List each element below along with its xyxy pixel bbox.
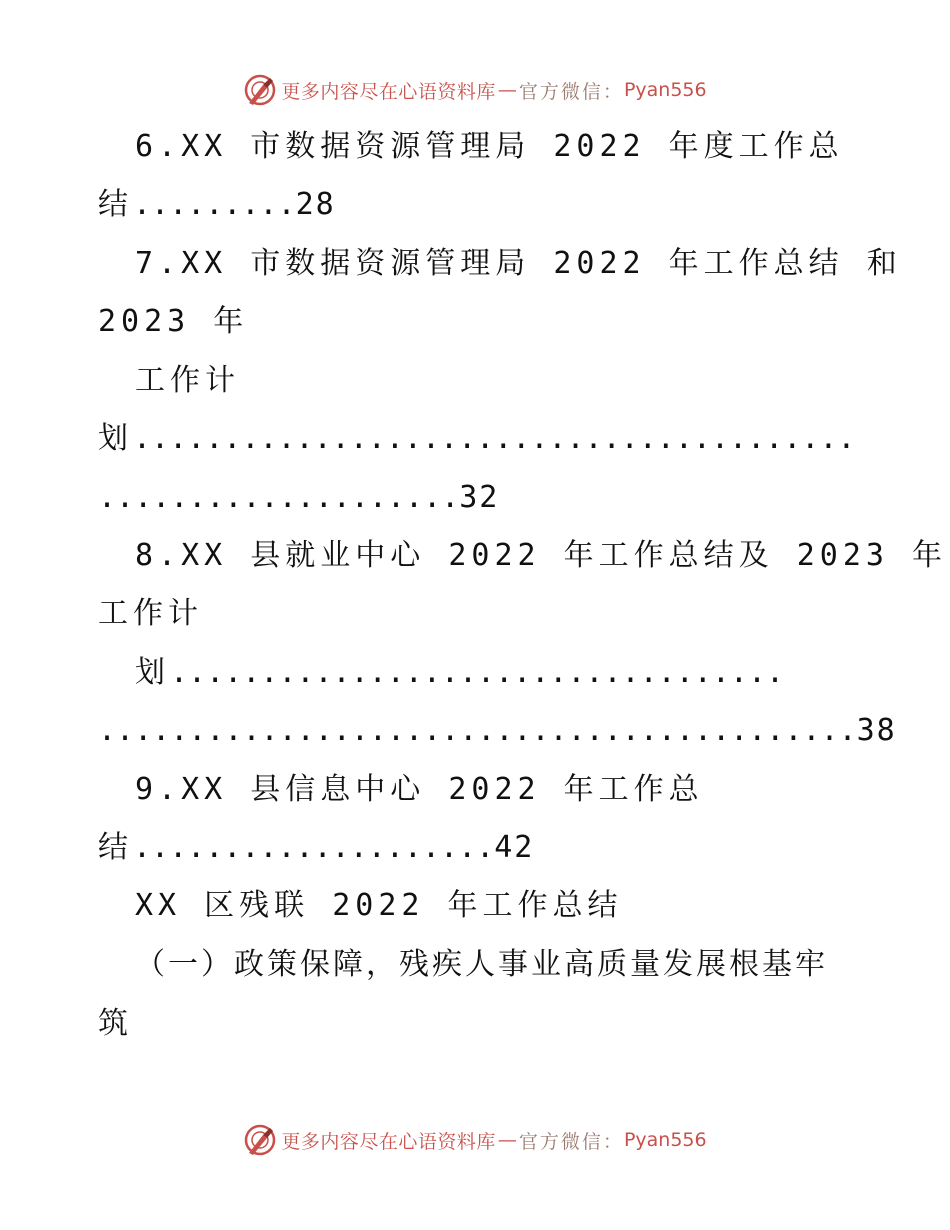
toc-item-8-title: 8.XX 县就业中心 2022 年工作总结及 2023 年 (135, 538, 948, 573)
watermark-wechat-id: Pyan556 (623, 1129, 707, 1151)
toc-item-6-continuation (98, 185, 336, 225)
toc-item-7-page: 32 (459, 480, 500, 515)
toc-item-9-cont-text: 结 (98, 830, 133, 865)
subsection-heading-cont: 筑 (98, 1006, 133, 1041)
toc-item-7-cont-2: 工作计 (135, 363, 240, 398)
watermark-wechat-id: Pyan556 (623, 79, 707, 101)
watermark-brand: 更多内容尽在心语资料库 (281, 80, 496, 103)
toc-item-8-leader-2: .......................................... (98, 713, 857, 748)
watermark-brand: 更多内容尽在心语资料库 (281, 1130, 496, 1153)
toc-item-9-continuation (98, 828, 534, 868)
toc-item-8-cont-2-text: 划 (135, 655, 170, 690)
header-watermark (0, 70, 950, 110)
toc-item-8-cont-1: 工作计 (98, 596, 203, 631)
watermark-label: 官方微信： (518, 1130, 624, 1153)
toc-item-9-page: 42 (494, 830, 535, 865)
watermark-label: 官方微信： (518, 80, 624, 103)
toc-item-7-leader-line (98, 478, 499, 518)
toc-item-7-leader-1: ........................................ (133, 421, 856, 456)
watermark-dash: — (497, 79, 517, 101)
toc-item-8-page: 38 (856, 713, 897, 748)
toc-item-7-cont-3 (98, 419, 855, 459)
subsection-heading: （一）政策保障，残疾人事业高质量发展根基牢 (135, 947, 828, 982)
toc-item-8-leader-line (98, 711, 897, 751)
pen-logo-icon (243, 1123, 277, 1157)
toc-item-7-cont-3-text: 划 (98, 421, 133, 456)
toc-item-8-cont-2 (135, 653, 784, 693)
section-heading: XX 区残联 2022 年工作总结 (135, 888, 623, 923)
toc-item-6-leader: ......... (133, 187, 296, 222)
pen-logo-icon (243, 73, 277, 107)
toc-item-6-page: 28 (295, 187, 336, 222)
footer-watermark (0, 1120, 950, 1160)
toc-item-6-cont-text: 结 (98, 187, 133, 222)
watermark-dash: — (497, 1129, 517, 1151)
toc-item-9-title: 9.XX 县信息中心 2022 年工作总 (135, 772, 704, 807)
toc-item-7-title: 7.XX 市数据资源管理局 2022 年工作总结 和 (135, 246, 902, 281)
toc-item-9-leader: .................... (133, 830, 495, 865)
toc-item-6-title: 6.XX 市数据资源管理局 2022 年度工作总 (135, 129, 844, 164)
toc-item-8-leader-1: .................................. (170, 655, 785, 690)
toc-item-7-cont-1: 2023 年 (98, 304, 249, 339)
toc-item-7-leader-2: .................... (98, 480, 460, 515)
